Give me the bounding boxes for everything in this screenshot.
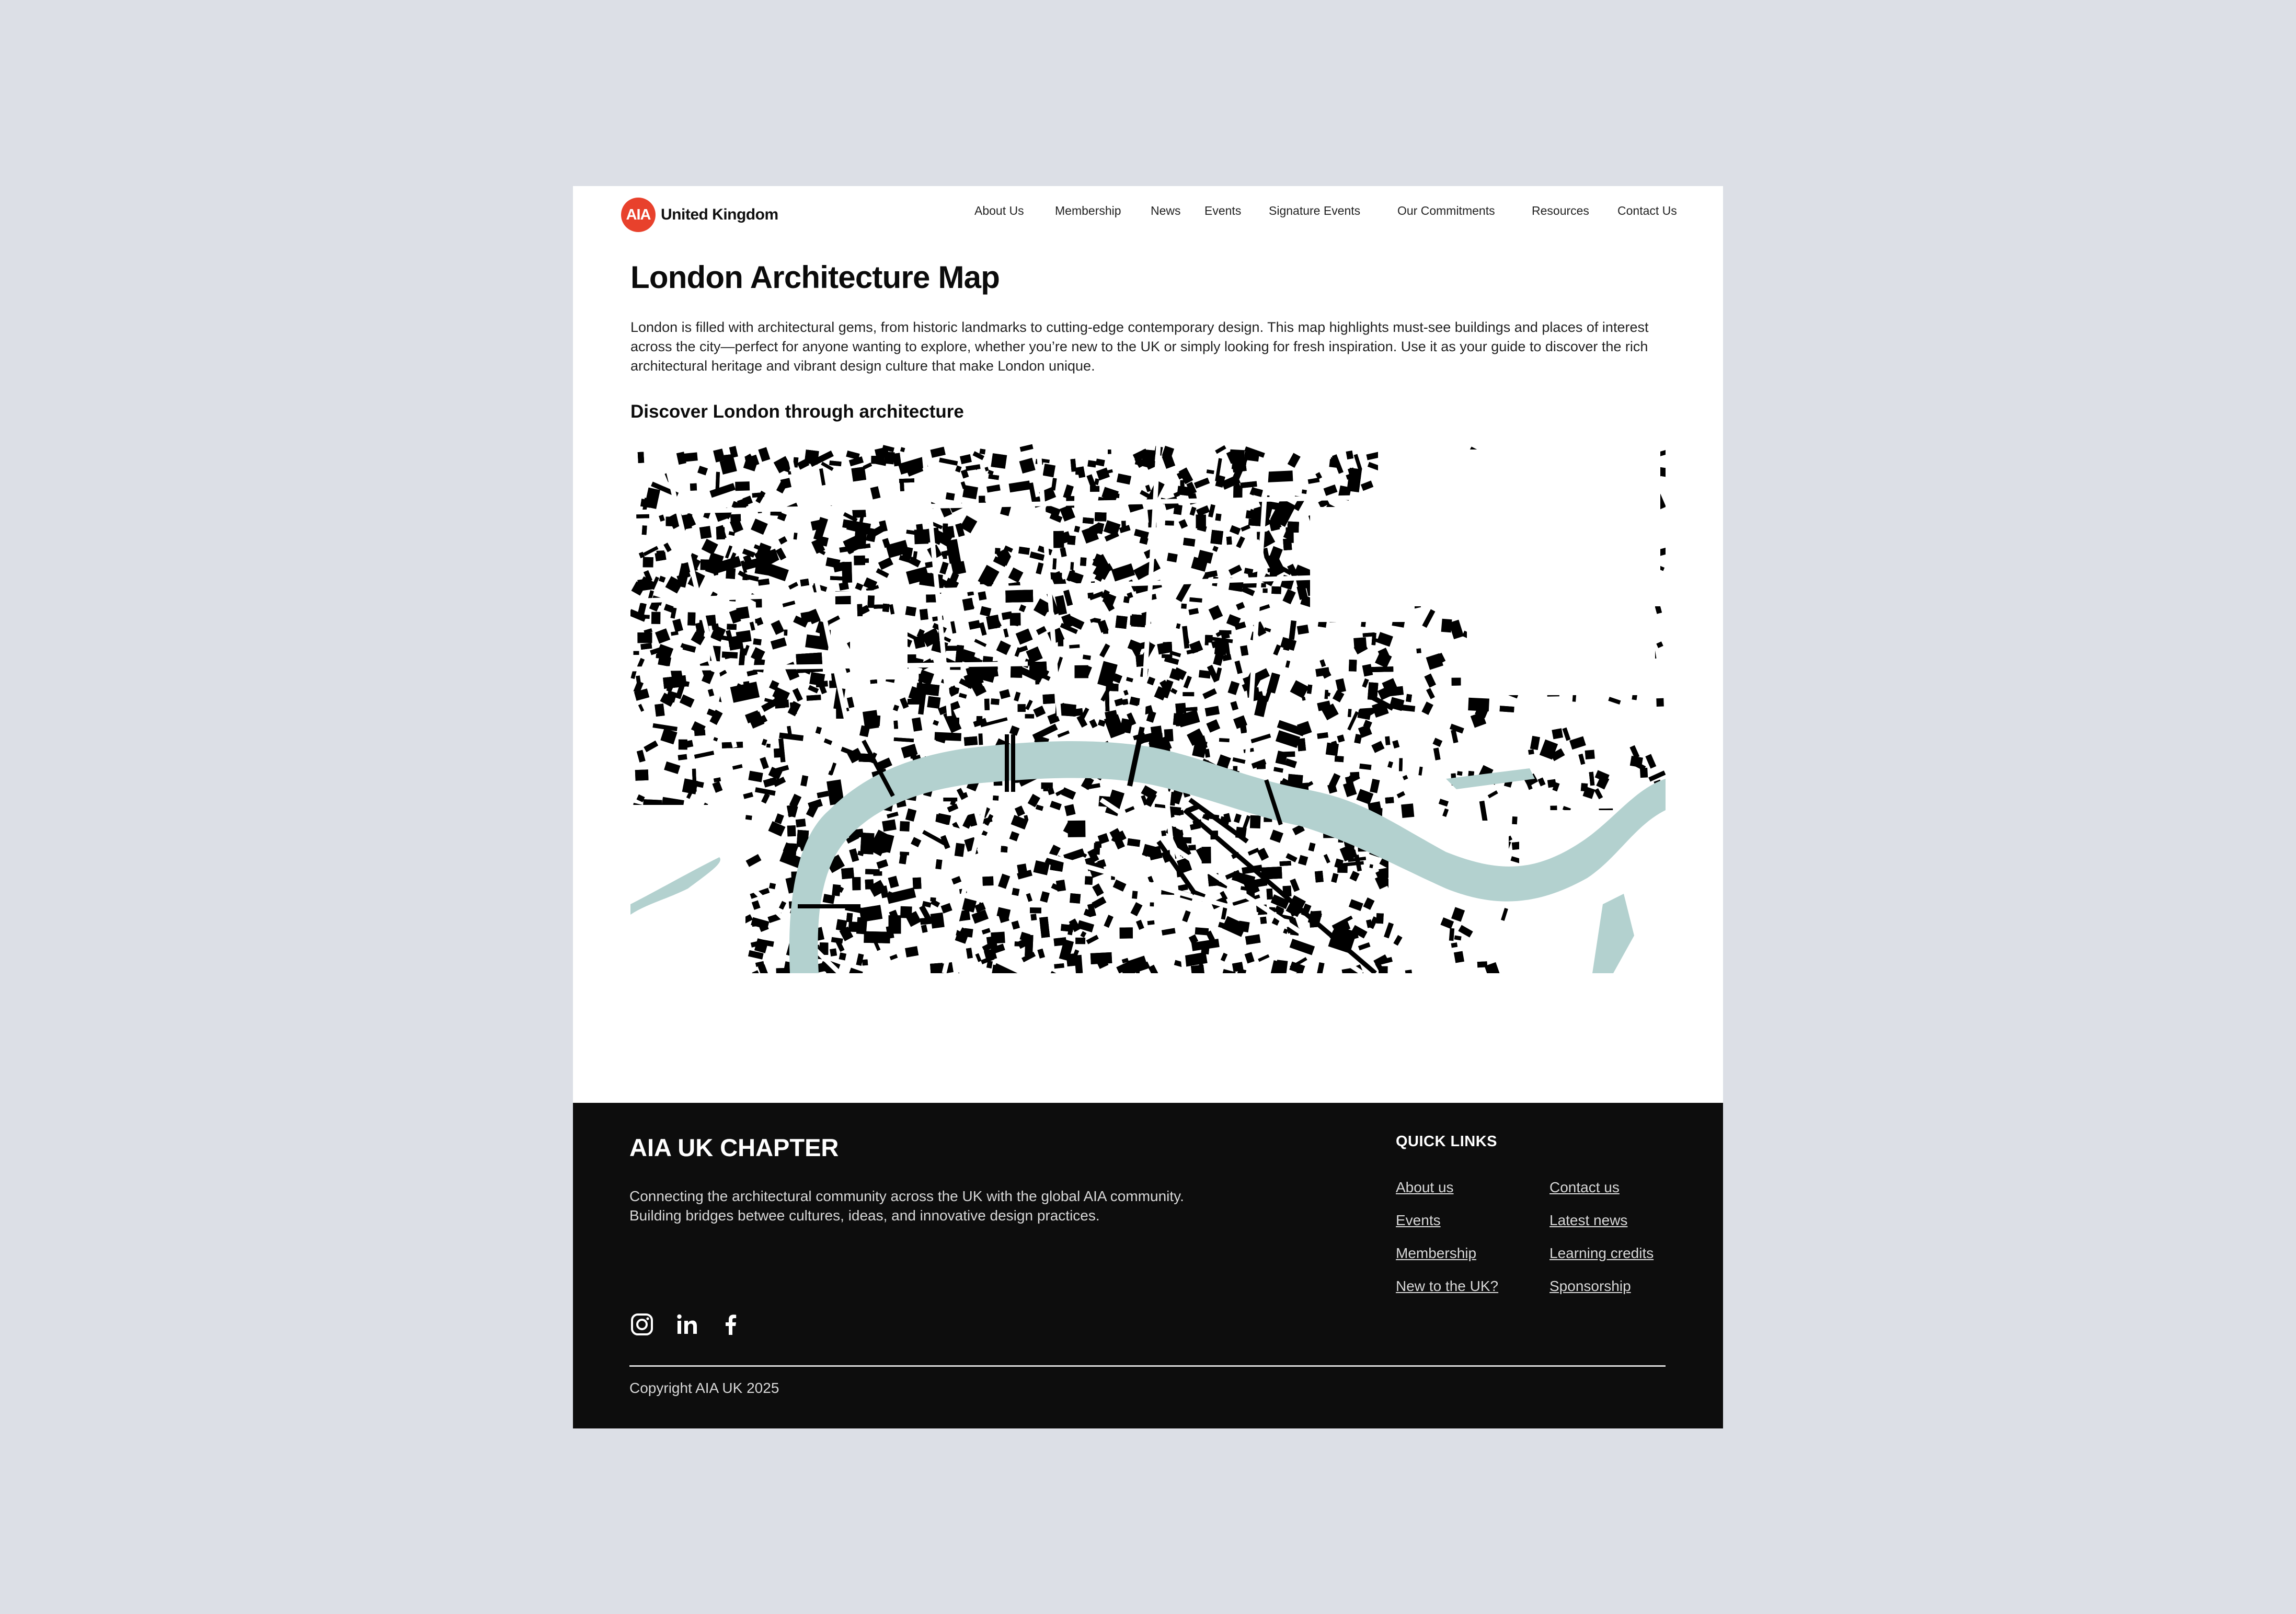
- copyright-text: Copyright AIA UK 2025: [629, 1380, 779, 1396]
- nav-contact-us[interactable]: Contact Us: [1617, 204, 1677, 217]
- footer-link-membership[interactable]: Membership: [1396, 1245, 1477, 1261]
- footer-link-about-us[interactable]: About us: [1396, 1179, 1454, 1195]
- aia-logo-badge: AIA: [621, 198, 656, 232]
- nav-news[interactable]: News: [1151, 204, 1181, 217]
- facebook-icon[interactable]: [718, 1312, 743, 1337]
- linkedin-icon[interactable]: [674, 1312, 699, 1337]
- nav-about-us[interactable]: About Us: [974, 204, 1024, 217]
- footer-divider: [629, 1365, 1666, 1367]
- nav-our-commitments[interactable]: Our Commitments: [1397, 204, 1495, 217]
- map-image: [630, 444, 1666, 973]
- instagram-icon[interactable]: [629, 1312, 655, 1337]
- main-nav: [573, 204, 1723, 225]
- quick-links-heading: QUICK LINKS: [1396, 1133, 1497, 1150]
- footer-description-line-2: Building bridges betwee cultures, ideas, and innovative design practices.: [629, 1207, 1100, 1224]
- footer-link-latest-news[interactable]: Latest news: [1549, 1212, 1628, 1228]
- footer-link-new-to-uk[interactable]: New to the UK?: [1396, 1278, 1499, 1294]
- site-footer: [573, 1103, 1723, 1428]
- footer-link-learning-credits[interactable]: Learning credits: [1549, 1245, 1654, 1261]
- footer-description-line-1: Connecting the architectural community across the UK with the global AIA community.: [629, 1188, 1184, 1204]
- page-title: London Architecture Map: [630, 260, 1000, 295]
- footer-title: AIA UK CHAPTER: [629, 1134, 839, 1161]
- nav-membership[interactable]: Membership: [1055, 204, 1121, 217]
- nav-events[interactable]: Events: [1204, 204, 1242, 217]
- footer-link-contact-us[interactable]: Contact us: [1549, 1179, 1620, 1195]
- nav-signature-events[interactable]: Signature Events: [1269, 204, 1361, 217]
- london-figure-ground-map[interactable]: [630, 444, 1666, 973]
- page: [573, 186, 1723, 1428]
- intro-paragraph: London is filled with architectural gems, from historic landmarks to cutting-edge contemporary design. This map highlights must-see buildings and places of interest across the city—perfect for anyone wanting to explore, whether you’re new to the UK or simply looking for fresh inspiration. Use it as your guide to discover the rich architectural heritage and vibrant design culture that make London unique.: [630, 319, 1649, 374]
- nav-resources[interactable]: Resources: [1532, 204, 1589, 217]
- logo-region-label: United Kingdom: [661, 206, 778, 223]
- footer-description: [629, 1186, 1257, 1225]
- footer-link-sponsorship[interactable]: Sponsorship: [1549, 1278, 1631, 1294]
- section-subtitle: Discover London through architecture: [630, 401, 964, 422]
- footer-link-events[interactable]: Events: [1396, 1212, 1441, 1228]
